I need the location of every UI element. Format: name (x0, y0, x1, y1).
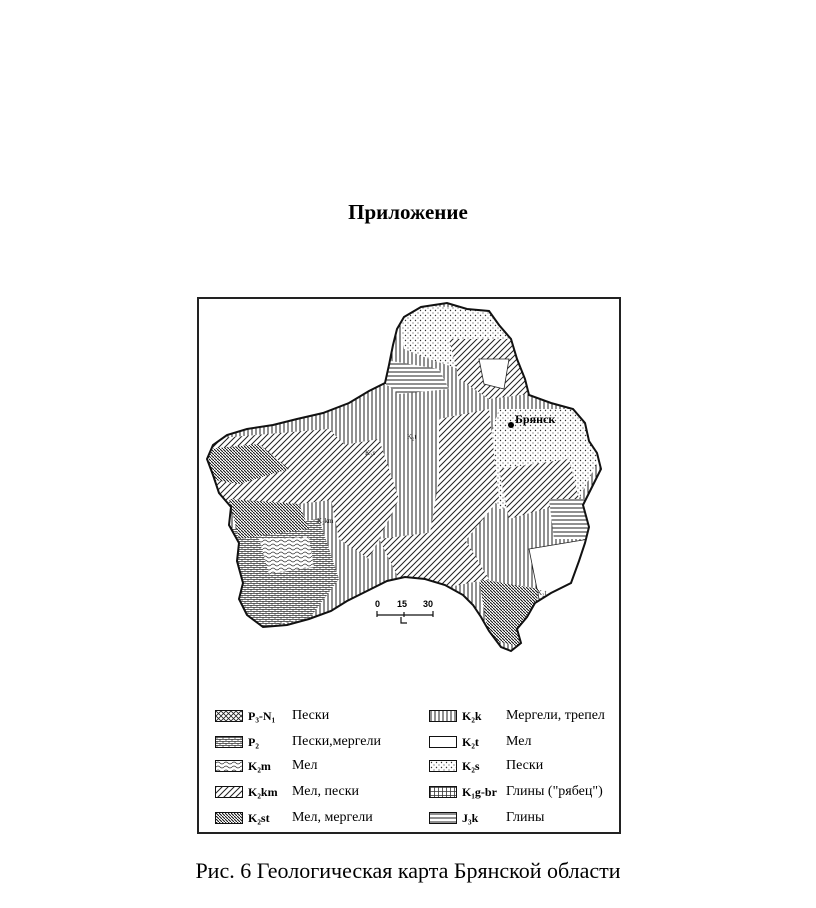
legend-swatch (215, 736, 243, 748)
legend-code: J₃k (462, 810, 479, 825)
legend-swatch (215, 786, 243, 798)
region-label: K₂t (407, 433, 417, 441)
region-label: K₂s (365, 449, 376, 457)
legend-code: P₂ (248, 734, 259, 749)
scale-label: 30 (423, 599, 434, 609)
legend-item (429, 809, 544, 827)
legend-swatch (215, 812, 243, 824)
map-regions (199, 299, 619, 704)
legend-description: Глины (506, 810, 545, 825)
legend-description: Мергели, трепел (506, 708, 605, 723)
legend-code: P₃-N₁ (248, 708, 276, 723)
legend-code: K₂st (248, 810, 270, 825)
scale-label: 0 (375, 599, 381, 609)
map-scale-bar (375, 599, 445, 627)
map-legend (215, 707, 611, 832)
legend-item (429, 707, 605, 725)
legend-swatch (215, 710, 243, 722)
legend-item (215, 783, 359, 801)
figure-caption: Рис. 6 Геологическая карта Брянской области (195, 858, 621, 883)
region-label: K₂t (537, 589, 547, 597)
scale-line (375, 599, 445, 627)
legend-description: Глины ("рябец") (506, 784, 603, 799)
geological-map-figure (197, 297, 621, 834)
legend-item (429, 783, 603, 801)
geological-map (199, 299, 619, 704)
legend-swatch (429, 760, 457, 772)
legend-code: K₁g-br (462, 784, 497, 799)
legend-description: Мел, мергели (292, 810, 373, 825)
region-label: K₂km (317, 517, 334, 525)
legend-swatch (215, 760, 243, 772)
legend-description: Пески (506, 758, 544, 773)
city-marker (508, 422, 514, 428)
legend-description: Мел, пески (292, 784, 360, 799)
city-label: Брянск (515, 412, 556, 426)
legend-description: Мел (506, 734, 532, 749)
legend-code: K₂k (462, 708, 482, 723)
page-heading: Приложение (348, 200, 468, 224)
legend-code: K₂km (248, 784, 278, 799)
legend-item (429, 733, 531, 751)
legend-swatch (429, 710, 457, 722)
legend-swatch (429, 736, 457, 748)
legend-code: K₂m (248, 758, 271, 773)
legend-swatch (429, 786, 457, 798)
legend-item (429, 757, 543, 775)
legend-description: Пески (292, 708, 330, 723)
legend-item (215, 809, 373, 827)
legend-item (215, 707, 329, 725)
legend-description: Пески,мергели (292, 734, 382, 749)
legend-code: K₂t (462, 734, 479, 749)
legend-item (215, 757, 317, 775)
scale-label: 15 (397, 599, 408, 609)
legend-description: Мел (292, 758, 318, 773)
legend-swatch (429, 812, 457, 824)
legend-code: K₂s (462, 758, 480, 773)
legend-item (215, 733, 381, 751)
